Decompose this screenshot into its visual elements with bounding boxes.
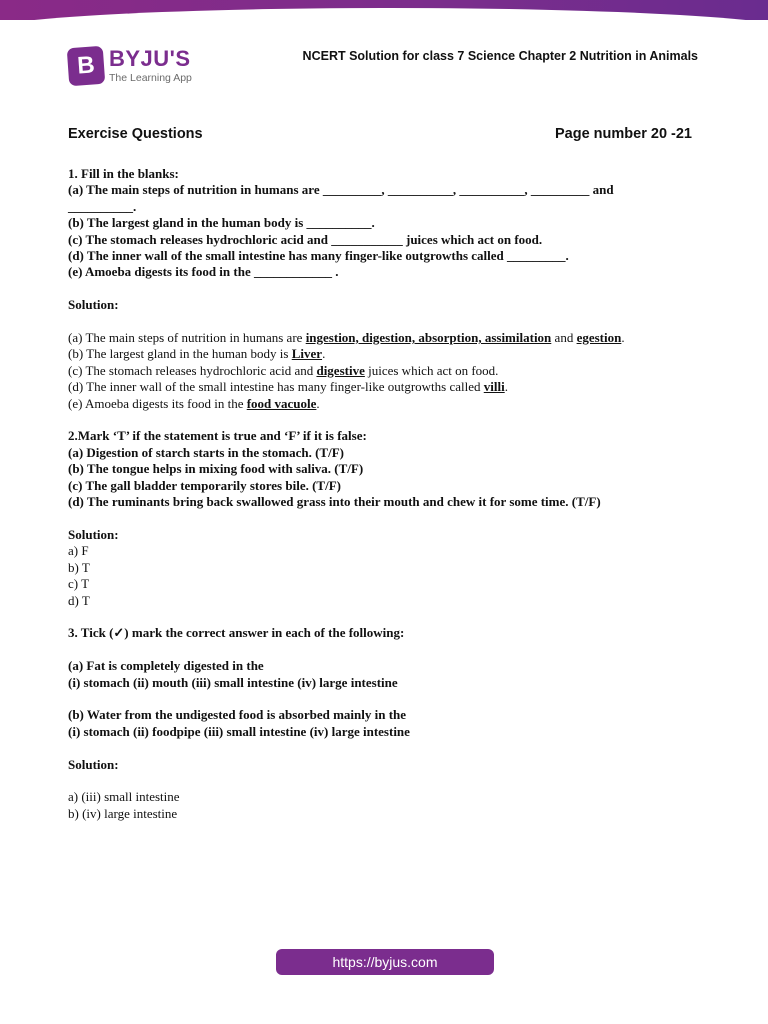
q1-a-line1: (a) The main steps of nutrition in humans are _________, __________, __________, _________ and: [68, 182, 614, 198]
q2-answer: b) T: [68, 559, 90, 575]
document-body: [68, 166, 708, 822]
q1-sol-b: [68, 346, 708, 362]
q2-c: (c) The gall bladder temporarily stores bile. (T/F): [68, 477, 341, 493]
q1-sol-b-answer: Liver: [291, 346, 323, 362]
q1-sol-e-text: (e) Amoeba digests its food in the: [68, 395, 247, 411]
logo-text: [109, 48, 192, 84]
q2-answer: c) T: [68, 576, 90, 592]
q1-sol-e-answer: food vacuole: [246, 395, 317, 411]
q1-sol-d-answer: villi: [483, 379, 505, 395]
q1-sol-c-text: (c) The stomach releases hydrochloric acid and: [68, 362, 317, 378]
q2-b: (b) The tongue helps in mixing food with saliva. (T/F): [68, 461, 364, 477]
section-heading: Exercise Questions: [68, 126, 203, 142]
q1-sol-a-answer: ingestion, digestion, absorption, assimilation: [305, 330, 552, 346]
q1-sol-a-text: (a) The main steps of nutrition in humans are: [68, 330, 306, 346]
q3-a-question: (a) Fat is completely digested in the: [68, 658, 264, 674]
q1-sol-e: [68, 396, 708, 412]
q1-sol-a-mid: and: [551, 330, 577, 346]
q2-a: (a) Digestion of starch starts in the stomach. (T/F): [68, 444, 344, 460]
q1-sol-a-end: .: [621, 330, 625, 346]
q1-b: (b) The largest gland in the human body is __________.: [68, 215, 375, 231]
q1-sol-a: [68, 330, 708, 346]
q2-answer: d) T: [68, 592, 90, 608]
q2-solution-label: Solution:: [68, 526, 119, 542]
q1-sol-b-text: (b) The largest gland in the human body is: [68, 346, 292, 362]
q2-d: (d) The ruminants bring back swallowed grass into their mouth and chew it for some time. (T/F): [68, 494, 601, 510]
q3-title: 3. Tick (✓) mark the correct answer in each of the following:: [68, 625, 405, 641]
q1-sol-b-end: .: [322, 346, 326, 362]
q3-solution-label: Solution:: [68, 756, 119, 772]
q3-answer: b) (iv) large intestine: [68, 805, 178, 821]
q1-d: (d) The inner wall of the small intestine has many finger-like outgrowths called _________.: [68, 248, 569, 264]
q1-sol-d-end: .: [504, 379, 508, 395]
page-number: Page number 20 -21: [555, 126, 692, 142]
q1-sol-c-answer: digestive: [316, 362, 365, 378]
q1-sol-e-end: .: [316, 395, 320, 411]
q1-sol-d: [68, 379, 708, 395]
q2-title: 2.Mark ‘T’ if the statement is true and ‘F’ if it is false:: [68, 428, 367, 444]
q3-b-question: (b) Water from the undigested food is absorbed mainly in the: [68, 707, 407, 723]
q3-a-options: (i) stomach (ii) mouth (iii) small intestine (iv) large intestine: [68, 674, 398, 690]
q1-title: 1. Fill in the blanks:: [68, 166, 179, 181]
q1-sol-a-answer2: egestion: [576, 330, 622, 346]
q1-a-line2: __________.: [68, 198, 137, 214]
section-header: [68, 126, 692, 142]
logo-name: BYJU'S: [109, 46, 191, 72]
q2-answer: a) F: [68, 543, 89, 559]
q3-answer: a) (iii) small intestine: [68, 789, 180, 805]
q3-b-options: (i) stomach (ii) foodpipe (iii) small intestine (iv) large intestine: [68, 723, 410, 739]
footer-url-link[interactable]: https://byjus.com: [276, 949, 494, 975]
q1-e: (e) Amoeba digests its food in the ____________ .: [68, 264, 339, 280]
q1-sol-d-text: (d) The inner wall of the small intestine has many finger-like outgrowths called: [68, 379, 484, 395]
byjus-logo: [68, 44, 192, 88]
document-title: NCERT Solution for class 7 Science Chapter 2 Nutrition in Animals: [302, 49, 698, 63]
q1-c: (c) The stomach releases hydrochloric acid and ___________ juices which act on food.: [68, 231, 543, 247]
logo-mark-icon: B: [67, 46, 106, 86]
logo-tagline: The Learning App: [109, 72, 192, 85]
q1-solution-label: Solution:: [68, 297, 119, 313]
q1-sol-c-end: juices which act on food.: [364, 362, 499, 378]
q1-sol-c: [68, 363, 708, 379]
